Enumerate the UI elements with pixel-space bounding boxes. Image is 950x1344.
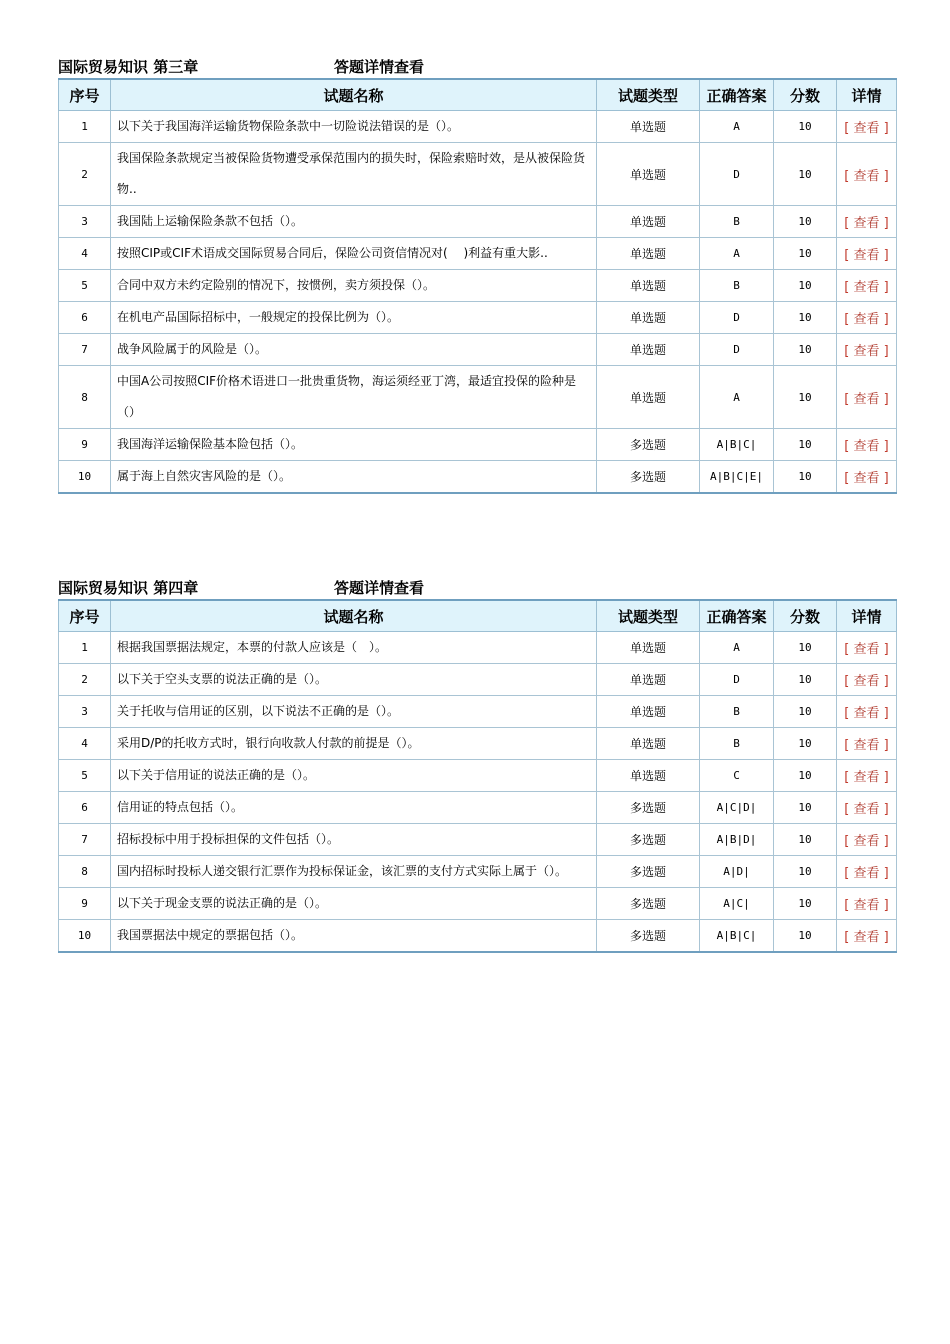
question-type: 多选题	[597, 824, 700, 856]
detail-cell	[837, 728, 897, 760]
table-row	[59, 728, 897, 760]
row-index: 8	[59, 366, 111, 429]
correct-answer: A|D|	[700, 856, 774, 888]
score: 10	[774, 696, 837, 728]
section-subtitle: 答题详情查看	[334, 58, 425, 76]
view-detail-link[interactable]: [ 查看 ]	[844, 930, 889, 945]
correct-answer: D	[700, 302, 774, 334]
table-row	[59, 461, 897, 494]
score: 10	[774, 206, 837, 238]
header-correct-answer: 正确答案	[700, 79, 774, 111]
score: 10	[774, 664, 837, 696]
row-index: 5	[59, 760, 111, 792]
detail-cell	[837, 334, 897, 366]
detail-cell	[837, 270, 897, 302]
question-name: 关于托收与信用证的区别，以下说法不正确的是（）。	[111, 696, 597, 728]
question-type: 多选题	[597, 920, 700, 953]
view-link-label: 查看	[853, 642, 880, 657]
question-type: 单选题	[597, 238, 700, 270]
view-detail-link[interactable]: [ 查看 ]	[844, 866, 889, 881]
header-detail: 详情	[837, 79, 897, 111]
correct-answer: D	[700, 334, 774, 366]
score: 10	[774, 111, 837, 143]
table-body	[59, 632, 897, 953]
view-link-label: 查看	[853, 802, 880, 817]
view-detail-link[interactable]: [ 查看 ]	[844, 674, 889, 689]
view-detail-link[interactable]: [ 查看 ]	[844, 706, 889, 721]
table-row	[59, 429, 897, 461]
view-link-label: 查看	[853, 471, 880, 486]
question-type: 单选题	[597, 111, 700, 143]
section-title-bar	[58, 56, 896, 78]
question-name: 国内招标时投标人递交银行汇票作为投标保证金，该汇票的支付方式实际上属于（）。	[111, 856, 597, 888]
correct-answer: D	[700, 664, 774, 696]
view-link-label: 查看	[853, 898, 880, 913]
view-link-label: 查看	[853, 216, 880, 231]
header-index: 序号	[59, 600, 111, 632]
question-name: 根据我国票据法规定，本票的付款人应该是（ ）。	[111, 632, 597, 664]
detail-cell	[837, 429, 897, 461]
table-row	[59, 760, 897, 792]
row-index: 8	[59, 856, 111, 888]
score: 10	[774, 143, 837, 206]
correct-answer: A|B|C|E|	[700, 461, 774, 494]
question-name: 以下关于现金支票的说法正确的是（）。	[111, 888, 597, 920]
question-name: 我国票据法中规定的票据包括（）。	[111, 920, 597, 953]
detail-cell	[837, 143, 897, 206]
question-name: 我国保险条款规定当被保险货物遭受承保范围内的损失时，保险索赔时效，是从被保险货物..	[111, 143, 597, 206]
row-index: 9	[59, 888, 111, 920]
question-type: 多选题	[597, 429, 700, 461]
question-name: 以下关于空头支票的说法正确的是（）。	[111, 664, 597, 696]
detail-cell	[837, 461, 897, 494]
detail-cell	[837, 824, 897, 856]
table-row	[59, 888, 897, 920]
question-type: 多选题	[597, 888, 700, 920]
row-index: 3	[59, 206, 111, 238]
table-header-row	[59, 600, 897, 632]
question-type: 单选题	[597, 760, 700, 792]
table-row	[59, 792, 897, 824]
view-detail-link[interactable]: [ 查看 ]	[844, 738, 889, 753]
detail-cell	[837, 302, 897, 334]
view-detail-link[interactable]: [ 查看 ]	[844, 471, 889, 486]
detail-cell	[837, 792, 897, 824]
question-type: 单选题	[597, 334, 700, 366]
score: 10	[774, 270, 837, 302]
quiz-detail-table	[58, 599, 897, 953]
score: 10	[774, 760, 837, 792]
view-link-label: 查看	[853, 834, 880, 849]
row-index: 3	[59, 696, 111, 728]
view-detail-link[interactable]: [ 查看 ]	[844, 834, 889, 849]
table-row	[59, 696, 897, 728]
question-name: 以下关于我国海洋运输货物保险条款中一切险说法错误的是（）。	[111, 111, 597, 143]
detail-cell	[837, 856, 897, 888]
row-index: 7	[59, 334, 111, 366]
detail-cell	[837, 111, 897, 143]
row-index: 2	[59, 664, 111, 696]
view-detail-link[interactable]: [ 查看 ]	[844, 312, 889, 327]
row-index: 2	[59, 143, 111, 206]
correct-answer: A|B|C|	[700, 920, 774, 953]
question-type: 单选题	[597, 302, 700, 334]
header-index: 序号	[59, 79, 111, 111]
row-index: 10	[59, 461, 111, 494]
question-type: 单选题	[597, 270, 700, 302]
table-row	[59, 111, 897, 143]
score: 10	[774, 856, 837, 888]
correct-answer: A|B|C|	[700, 429, 774, 461]
score: 10	[774, 302, 837, 334]
score: 10	[774, 888, 837, 920]
table-row	[59, 302, 897, 334]
correct-answer: A|C|D|	[700, 792, 774, 824]
detail-cell	[837, 920, 897, 953]
correct-answer: A	[700, 366, 774, 429]
question-name: 招标投标中用于投标担保的文件包括（）。	[111, 824, 597, 856]
score: 10	[774, 461, 837, 494]
section-title: 国际贸易知识 第三章	[58, 58, 199, 76]
correct-answer: A	[700, 632, 774, 664]
table-row	[59, 664, 897, 696]
table-row	[59, 920, 897, 953]
detail-cell	[837, 696, 897, 728]
score: 10	[774, 792, 837, 824]
header-score: 分数	[774, 79, 837, 111]
table-body	[59, 111, 897, 494]
header-question-name: 试题名称	[111, 600, 597, 632]
view-link-label: 查看	[853, 344, 880, 359]
correct-answer: A	[700, 111, 774, 143]
table-row	[59, 206, 897, 238]
question-name: 以下关于信用证的说法正确的是（）。	[111, 760, 597, 792]
view-link-label: 查看	[853, 391, 880, 407]
score: 10	[774, 366, 837, 429]
view-link-label: 查看	[853, 312, 880, 327]
correct-answer: B	[700, 728, 774, 760]
correct-answer: A|C|	[700, 888, 774, 920]
question-name: 合同中双方未约定险别的情况下，按惯例，卖方须投保（）。	[111, 270, 597, 302]
detail-cell	[837, 760, 897, 792]
view-detail-link[interactable]: [ 查看 ]	[844, 770, 889, 785]
table-row	[59, 143, 897, 206]
question-type: 单选题	[597, 728, 700, 760]
question-name: 属于海上自然灾害风险的是（）。	[111, 461, 597, 494]
correct-answer: A|B|D|	[700, 824, 774, 856]
table-row	[59, 856, 897, 888]
question-type: 多选题	[597, 792, 700, 824]
table-row	[59, 334, 897, 366]
row-index: 6	[59, 302, 111, 334]
row-index: 5	[59, 270, 111, 302]
quiz-detail-table	[58, 78, 897, 494]
correct-answer: A	[700, 238, 774, 270]
row-index: 1	[59, 111, 111, 143]
table-row	[59, 366, 897, 429]
row-index: 4	[59, 238, 111, 270]
question-name: 战争风险属于的风险是（）。	[111, 334, 597, 366]
view-detail-link[interactable]: [ 查看 ]	[844, 121, 889, 136]
chapter-3-section	[58, 56, 896, 494]
table-row	[59, 270, 897, 302]
row-index: 6	[59, 792, 111, 824]
row-index: 1	[59, 632, 111, 664]
header-question-type: 试题类型	[597, 600, 700, 632]
question-name: 按照CIP或CIF术语成交国际贸易合同后，保险公司资信情况对( )利益有重大影..	[111, 238, 597, 270]
correct-answer: B	[700, 206, 774, 238]
score: 10	[774, 238, 837, 270]
score: 10	[774, 920, 837, 953]
row-index: 9	[59, 429, 111, 461]
view-link-label: 查看	[853, 738, 880, 753]
question-type: 单选题	[597, 206, 700, 238]
table-row	[59, 238, 897, 270]
detail-cell	[837, 206, 897, 238]
header-question-name: 试题名称	[111, 79, 597, 111]
score: 10	[774, 429, 837, 461]
header-detail: 详情	[837, 600, 897, 632]
score: 10	[774, 824, 837, 856]
detail-cell	[837, 664, 897, 696]
section-title: 国际贸易知识 第四章	[58, 579, 199, 597]
question-name: 我国海洋运输保险基本险包括（）。	[111, 429, 597, 461]
row-index: 4	[59, 728, 111, 760]
detail-cell	[837, 366, 897, 429]
view-detail-link[interactable]: [ 查看 ]	[844, 802, 889, 817]
section-subtitle: 答题详情查看	[334, 579, 425, 597]
detail-cell	[837, 238, 897, 270]
table-row	[59, 824, 897, 856]
view-link-label: 查看	[853, 770, 880, 785]
question-name: 在机电产品国际招标中，一般规定的投保比例为（）。	[111, 302, 597, 334]
question-type: 单选题	[597, 664, 700, 696]
view-link-label: 查看	[853, 248, 880, 263]
score: 10	[774, 728, 837, 760]
detail-cell	[837, 888, 897, 920]
correct-answer: B	[700, 696, 774, 728]
question-type: 单选题	[597, 366, 700, 429]
header-score: 分数	[774, 600, 837, 632]
score: 10	[774, 632, 837, 664]
row-index: 10	[59, 920, 111, 953]
correct-answer: D	[700, 143, 774, 206]
view-detail-link[interactable]: [ 查看 ]	[844, 439, 889, 454]
table-header-row	[59, 79, 897, 111]
correct-answer: B	[700, 270, 774, 302]
view-link-label: 查看	[853, 866, 880, 881]
view-detail-link[interactable]: [ 查看 ]	[844, 248, 889, 263]
score: 10	[774, 334, 837, 366]
question-name: 采用D/P的托收方式时，银行向收款人付款的前提是（）。	[111, 728, 597, 760]
view-detail-link[interactable]: [ 查看 ]	[844, 280, 889, 295]
table-row	[59, 632, 897, 664]
question-type: 单选题	[597, 143, 700, 206]
view-detail-link[interactable]: [ 查看 ]	[844, 642, 889, 657]
question-type: 单选题	[597, 632, 700, 664]
correct-answer: C	[700, 760, 774, 792]
question-name: 信用证的特点包括（）。	[111, 792, 597, 824]
section-title-bar	[58, 577, 896, 599]
question-type: 单选题	[597, 696, 700, 728]
view-detail-link[interactable]: [ 查看 ]	[844, 898, 889, 913]
question-type: 多选题	[597, 461, 700, 494]
question-name: 我国陆上运输保险条款不包括（）。	[111, 206, 597, 238]
view-detail-link[interactable]: [ 查看 ]	[844, 391, 889, 407]
view-link-label: 查看	[853, 280, 880, 295]
view-link-label: 查看	[853, 168, 880, 184]
view-link-label: 查看	[853, 930, 880, 945]
header-correct-answer: 正确答案	[700, 600, 774, 632]
view-link-label: 查看	[853, 439, 880, 454]
view-detail-link[interactable]: [ 查看 ]	[844, 168, 889, 184]
detail-cell	[837, 632, 897, 664]
view-link-label: 查看	[853, 674, 880, 689]
question-name: 中国A公司按照CIF价格术语进口一批贵重货物，海运须经亚丁湾，最适宜投保的险种是（）	[111, 366, 597, 429]
question-type: 多选题	[597, 856, 700, 888]
view-detail-link[interactable]: [ 查看 ]	[844, 216, 889, 231]
view-link-label: 查看	[853, 121, 880, 136]
chapter-4-section	[58, 577, 896, 953]
row-index: 7	[59, 824, 111, 856]
header-question-type: 试题类型	[597, 79, 700, 111]
view-link-label: 查看	[853, 706, 880, 721]
view-detail-link[interactable]: [ 查看 ]	[844, 344, 889, 359]
